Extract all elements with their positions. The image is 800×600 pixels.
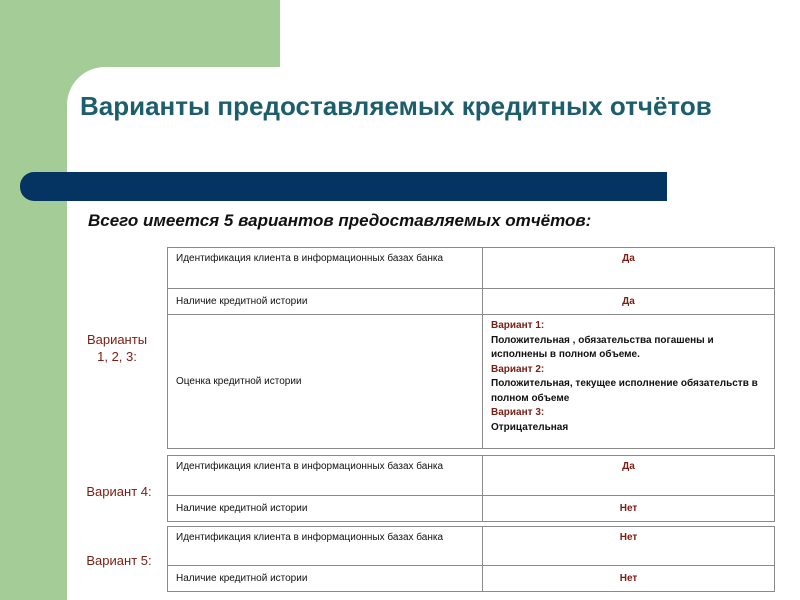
table-variant-4 — [167, 455, 775, 522]
variants-list — [483, 315, 774, 439]
table-variants-1-3 — [167, 247, 775, 449]
group-label-variant-5: Вариант 5: — [86, 553, 152, 568]
group-label-variant-4: Вариант 4: — [86, 484, 152, 499]
group-label-variants-1-3 — [70, 331, 164, 365]
table-row — [168, 527, 775, 566]
row-value: Нет — [483, 527, 775, 566]
variant-heading: Вариант 2: — [491, 363, 545, 375]
row-label: Идентификация клиента в информационных базах банка — [168, 527, 483, 566]
subtitle: Всего имеется 5 вариантов предоставляемых отчётов: — [88, 211, 592, 230]
table-variant-5 — [167, 526, 775, 592]
row-label: Оценка кредитной истории — [168, 315, 483, 449]
variants-cell — [483, 315, 775, 449]
table-row — [168, 566, 775, 592]
variant-text: Положительная, текущее исполнение обязательств в полном объеме — [491, 378, 758, 404]
variant-heading: Вариант 3: — [491, 407, 545, 418]
variant-heading: Вариант 1: — [491, 320, 545, 331]
row-label: Наличие кредитной истории — [168, 496, 483, 522]
table-row — [168, 289, 775, 315]
row-value: Нет — [483, 566, 775, 592]
table-row — [168, 248, 775, 289]
group-label-line: 1, 2, 3: — [97, 349, 137, 364]
row-value: Да — [483, 248, 775, 289]
table-row — [168, 456, 775, 496]
variant-text: Отрицательная — [491, 421, 569, 433]
row-label: Наличие кредитной истории — [168, 566, 483, 592]
row-label: Идентификация клиента в информационных базах банка — [168, 248, 483, 289]
row-label: Наличие кредитной истории — [168, 289, 483, 315]
row-value: Нет — [483, 496, 775, 522]
variant-text: Положительная , обязательства погашены и исполнены в полном объеме. — [491, 334, 714, 360]
row-value: Да — [483, 456, 775, 496]
row-value: Да — [483, 289, 775, 315]
table-row — [168, 315, 775, 449]
page-title: Варианты предоставляемых кредитных отчётов — [80, 91, 712, 121]
group-label-line: Варианты — [86, 332, 148, 347]
table-row — [168, 496, 775, 522]
row-label: Идентификация клиента в информационных базах банка — [168, 456, 483, 496]
title-underline-bar — [20, 172, 667, 201]
